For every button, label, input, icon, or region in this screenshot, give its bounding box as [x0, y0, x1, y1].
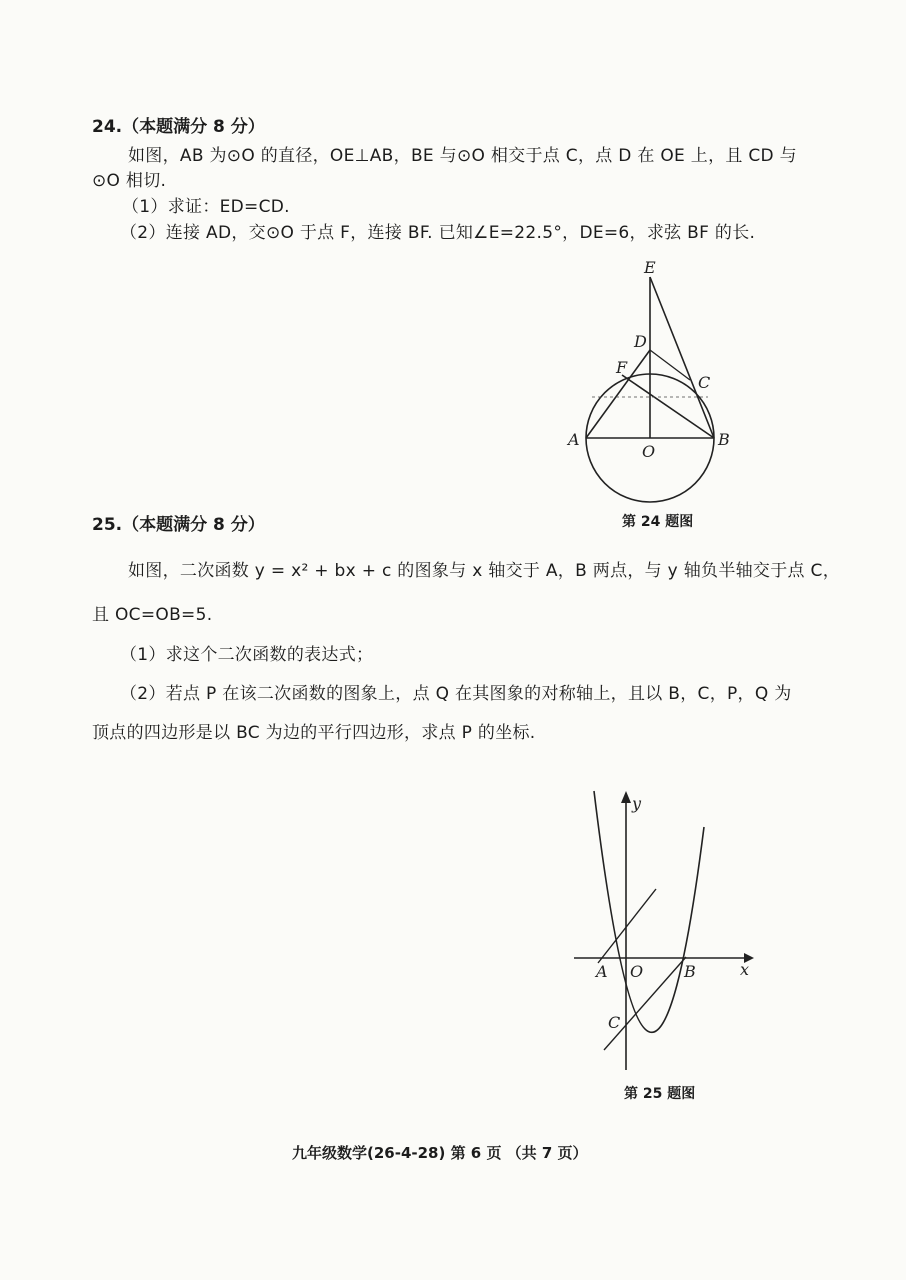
- label-b: B: [684, 962, 696, 981]
- q25-part2-cont: 顶点的四边形是以 BC 为边的平行四边形，求点 P 的坐标.: [92, 723, 536, 743]
- label-b: B: [718, 430, 730, 449]
- label-a: A: [596, 962, 608, 981]
- q25-part1: （1）求这个二次函数的表达式；: [120, 645, 374, 665]
- q24-header: 24.（本题满分 8 分）: [92, 117, 265, 137]
- q25-caption: 第 25 题图: [624, 1086, 696, 1102]
- label-f: F: [616, 358, 628, 377]
- y-axis-arrow: [621, 791, 631, 803]
- q25-figure: [568, 785, 758, 1075]
- page-footer: 九年级数学(26-4-28) 第 6 页 （共 7 页）: [292, 1144, 588, 1162]
- label-o: O: [642, 442, 656, 461]
- q24-caption: 第 24 题图: [622, 514, 694, 530]
- label-y: y: [632, 794, 642, 813]
- q24-text-line1: 如图，AB 为⊙O 的直径，OE⊥AB，BE 与⊙O 相交于点 C，点 D 在 OE 上，且 CD 与: [128, 146, 797, 166]
- label-c: C: [698, 373, 711, 392]
- q24-text-line2: ⊙O 相切.: [92, 171, 167, 191]
- parallel-line: [598, 889, 656, 963]
- label-d: D: [634, 332, 647, 351]
- label-a: A: [568, 430, 580, 449]
- q25-text-line2: 且 OC=OB=5.: [92, 605, 213, 625]
- q25-header: 25.（本题满分 8 分）: [92, 515, 265, 535]
- tangent-cd: [650, 350, 690, 380]
- q25-text-line1: 如图，二次函数 y = x² + bx + c 的图象与 x 轴交于 A，B 两点，与 y 轴负半轴交于点 C，: [128, 561, 841, 581]
- q25-part2: （2）若点 P 在该二次函数的图象上，点 Q 在其图象的对称轴上，且以 B，C，P，Q 为: [120, 684, 792, 704]
- label-x: x: [740, 960, 750, 979]
- label-c: C: [608, 1013, 621, 1032]
- line-bc: [604, 957, 686, 1050]
- label-e: E: [644, 258, 656, 277]
- q24-part2: （2）连接 AD，交⊙O 于点 F，连接 BF. 已知∠E=22.5°，DE=6，求弦 BF 的长.: [120, 223, 756, 243]
- parabola: [594, 791, 704, 1032]
- q24-part1: （1）求证：ED=CD.: [122, 197, 290, 217]
- q24-figure: [560, 255, 760, 515]
- label-o: O: [630, 962, 644, 981]
